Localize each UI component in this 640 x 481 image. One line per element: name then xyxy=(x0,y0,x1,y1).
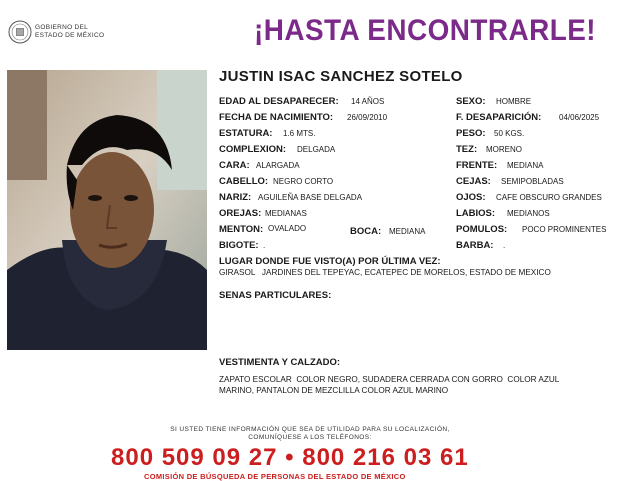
ojos-value: CAFE OBSCURO GRANDES xyxy=(496,193,602,202)
boca-value: MEDIANA xyxy=(389,227,426,236)
tez-label: TEZ: xyxy=(456,144,478,155)
peso-label: PESO: xyxy=(456,128,486,139)
person-name: JUSTIN ISAC SANCHEZ SOTELO xyxy=(219,68,463,85)
fecha-nacimiento-label: FECHA DE NACIMIENTO: xyxy=(219,112,333,123)
info-line-1: SI USTED TIENE INFORMACIÓN QUE SEA DE UTILIDAD PARA SU LOCALIZACIÓN, xyxy=(170,426,450,433)
gov-line-2: ESTADO DE MÉXICO xyxy=(35,32,105,39)
person-photo xyxy=(7,70,207,350)
edad-value: 14 AÑOS xyxy=(351,97,385,106)
sexo-value: HOMBRE xyxy=(496,97,532,106)
fecha-desaparicion-label: F. DESAPARICIÓN: xyxy=(456,112,542,123)
labios-value: MEDIANOS xyxy=(507,209,550,218)
info-line-2: COMUNÍQUESE A LOS TELÉFONOS: xyxy=(248,434,372,441)
lugar-label: LUGAR DONDE FUE VISTO(A) POR ÚLTIMA VEZ: xyxy=(219,256,441,267)
frente-value: MEDIANA xyxy=(507,161,544,170)
complexion-label: COMPLEXION: xyxy=(219,144,287,155)
cejas-label: CEJAS: xyxy=(456,176,491,187)
labios-label: LABIOS: xyxy=(456,208,496,219)
phone-numbers[interactable]: 800 509 09 27 • 800 216 03 61 xyxy=(111,444,469,471)
estatura-label: ESTATURA: xyxy=(219,128,273,139)
nariz-label: NARIZ: xyxy=(219,192,252,203)
pomulos-label: POMULOS: xyxy=(456,224,508,235)
lugar-value: GIRASOL JARDINES DEL TEPEYAC, ECATEPEC DE MORELOS, ESTADO DE MEXICO xyxy=(219,268,551,277)
cara-label: CARA: xyxy=(219,160,250,171)
barba-label: BARBA: xyxy=(456,240,494,251)
state-seal-icon xyxy=(8,20,32,44)
government-logo xyxy=(8,20,118,46)
peso-value: 50 KGS. xyxy=(494,129,525,138)
vestimenta-label: VESTIMENTA Y CALZADO: xyxy=(219,357,341,368)
cabello-label: CABELLO: xyxy=(219,176,269,187)
nariz-value: AGUILEÑA BASE DELGADA xyxy=(258,193,363,202)
bigote-label: BIGOTE: xyxy=(219,240,259,251)
comision-name: COMISIÓN DE BÚSQUEDA DE PERSONAS DEL ESTADO DE MÉXICO xyxy=(144,472,406,481)
barba-value: . xyxy=(503,241,506,250)
pomulos-value: POCO PROMINENTES xyxy=(522,225,607,234)
fecha-nacimiento-value: 26/09/2010 xyxy=(347,113,388,122)
vestimenta-value: ZAPATO ESCOLAR COLOR NEGRO, SUDADERA CERRADA CON GORRO COLOR AZUL MARINO, PANTALON DE MEZCLILLA COLOR AZUL MARINO xyxy=(219,375,562,395)
headline: ¡HASTA ENCONTRARLE! xyxy=(254,14,597,47)
senas-label: SENAS PARTICULARES: xyxy=(219,290,332,301)
edad-label: EDAD AL DESAPARECER: xyxy=(219,96,339,107)
fecha-desaparicion-value: 04/06/2025 xyxy=(559,113,600,122)
cara-value: ALARGADA xyxy=(256,161,300,170)
info-message xyxy=(0,426,620,442)
tez-value: MORENO xyxy=(486,145,522,154)
menton-label: MENTON: xyxy=(219,224,264,235)
frente-label: FRENTE: xyxy=(456,160,498,171)
ojos-label: OJOS: xyxy=(456,192,486,203)
menton-value: OVALADO xyxy=(268,224,307,233)
complexion-value: DELGADA xyxy=(297,145,336,154)
cabello-value: NEGRO CORTO xyxy=(273,177,334,186)
cejas-value: SEMIPOBLADAS xyxy=(501,177,564,186)
sexo-label: SEXO: xyxy=(456,96,486,107)
person-photo-image xyxy=(7,70,207,350)
estatura-value: 1.6 MTS. xyxy=(283,129,316,138)
orejas-label: OREJAS: xyxy=(219,208,262,219)
gov-line-1: GOBIERNO DEL xyxy=(35,24,89,31)
orejas-value: MEDIANAS xyxy=(265,209,307,218)
bigote-value: . xyxy=(263,241,266,250)
boca-label: BOCA: xyxy=(350,226,382,237)
